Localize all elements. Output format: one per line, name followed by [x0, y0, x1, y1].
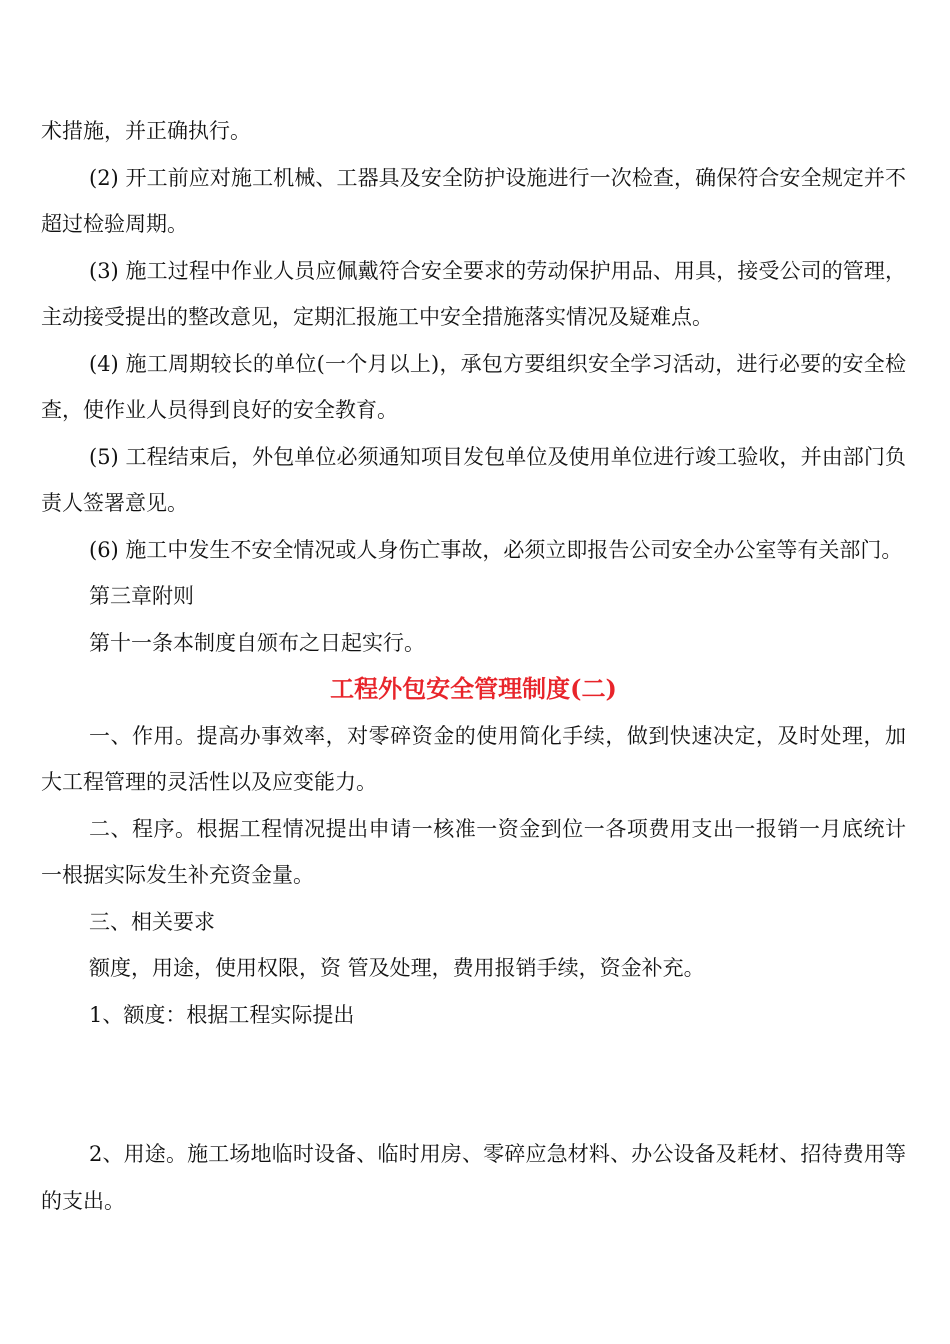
section-title: 工程外包安全管理制度(二) — [330, 674, 617, 703]
paragraph-usage: 2、用途。施工场地临时设备、临时用房、零碎应急材料、办公设备及耗材、招待费用等的支出。 — [41, 1142, 906, 1213]
paragraph-requirements-heading: 三、相关要求 — [89, 909, 215, 934]
paragraph-procedure: 二、程序。根据工程情况提出申请一核准一资金到位一各项费用支出一报销一月底统计一根据实际发生补充资金量。 — [41, 816, 906, 887]
article-eleven: 第十一条本制度自颁布之日起实行。 — [89, 630, 425, 655]
paragraph-item-4: (4) 施工周期较长的单位(一个月以上)，承包方要组织安全学习活动，进行必要的安全检查，使作业人员得到良好的安全教育。 — [41, 351, 906, 422]
paragraph-item-5: (5) 工程结束后，外包单位必须通知项目发包单位及使用单位进行竣工验收，并由部门负责人签署意见。 — [41, 444, 906, 515]
top-margin — [41, 0, 906, 108]
paragraph-requirements-list: 额度，用途，使用权限，资 管及处理，费用报销手续，资金补充。 — [89, 956, 705, 980]
paragraph-function: 一、作用。提高办事效率，对零碎资金的使用简化手续，做到快速决定，及时处理，加大工程管理的灵活性以及应变能力。 — [41, 723, 906, 794]
paragraph-item-2: (2) 开工前应对施工机械、工器具及安全防护设施进行一次检查，确保符合安全规定并不超过检验周期。 — [41, 165, 906, 236]
blank-gap — [41, 1038, 906, 1131]
paragraph-item-6: (6) 施工中发生不安全情况或人身伤亡事故，必须立即报告公司安全办公室等有关部门。 — [89, 537, 903, 562]
paragraph-amount: 1、额度：根据工程实际提出 — [89, 1002, 355, 1027]
paragraph-continuation: 术措施，并正确执行。 — [41, 119, 251, 143]
paragraph-item-3: (3) 施工过程中作业人员应佩戴符合安全要求的劳动保护用品、用具，接受公司的管理，主动接受提出的整改意见，定期汇报施工中安全措施落实情况及疑难点。 — [41, 258, 906, 329]
chapter-heading: 第三章附则 — [89, 584, 194, 608]
